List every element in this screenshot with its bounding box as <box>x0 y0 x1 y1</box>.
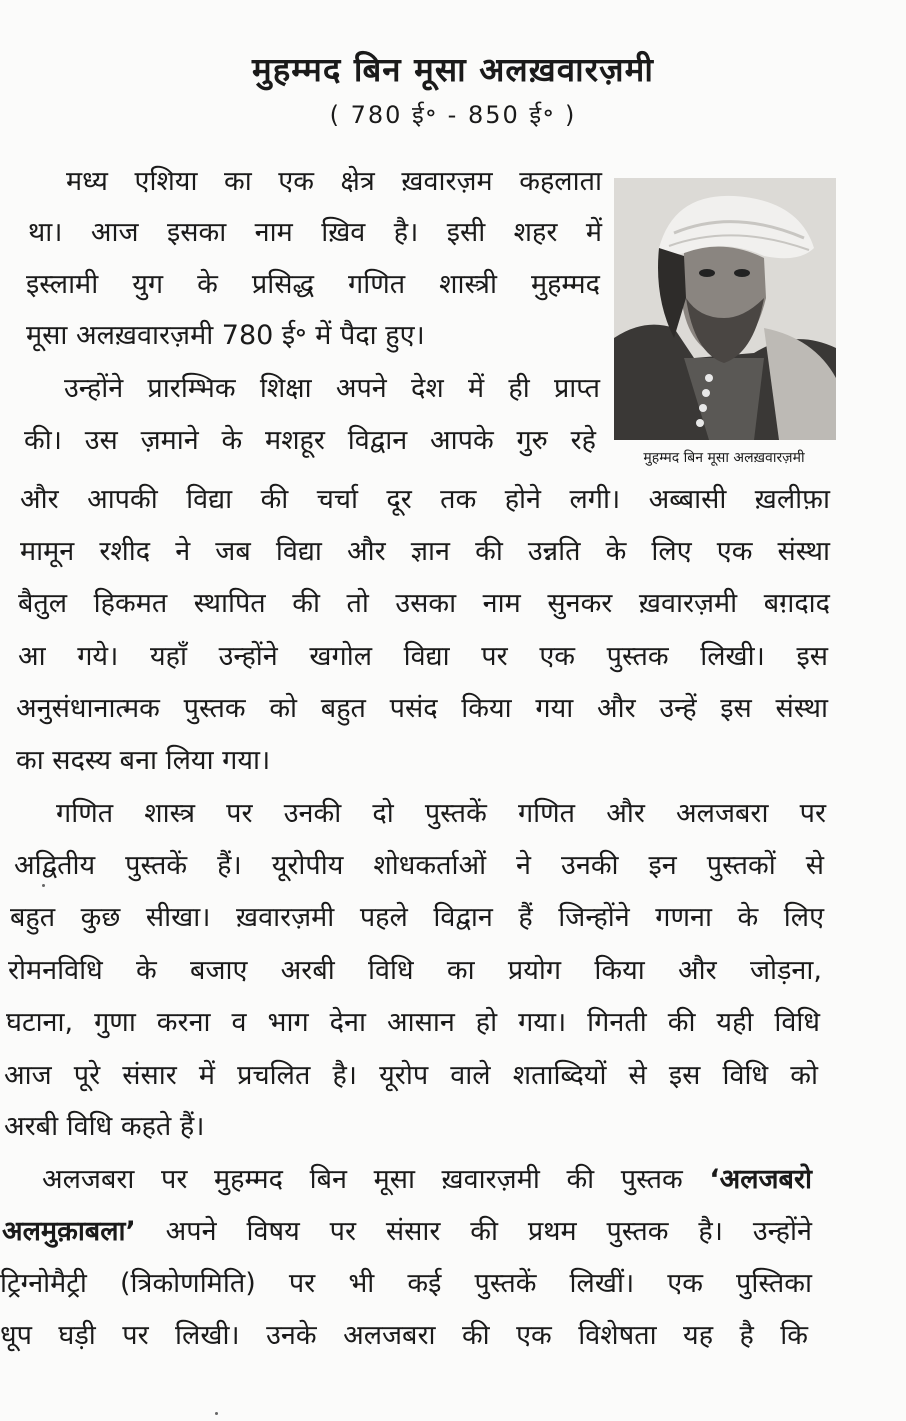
paragraph-2-line: का सदस्य बना लिया गया। <box>16 745 271 776</box>
paragraph-3-line: बहुत कुछ सीखा। ख़वारज़मी पहले विद्वान हैं जिन्होंने गणना के लिए <box>10 902 824 933</box>
life-dates: ( 780 ई॰ - 850 ई॰ ) <box>329 101 577 129</box>
paragraph-2-line: बैतुल हिकमत स्थापित की तो उसका नाम सुनकर ख़वारज़मी बग़दाद <box>18 588 830 619</box>
paragraph-3-line: रोमनविधि के बजाए अरबी विधि का प्रयोग किया और जोड़ना, <box>8 955 822 986</box>
paragraph-2-line: मामून रशीद ने जब विद्या और ज्ञान की उन्नति के लिए एक संस्था <box>20 536 830 567</box>
paragraph-2-line: की। उस ज़माने के मशहूर विद्वान आपके गुरु रहे <box>24 425 596 456</box>
paragraph-2-line: आ गये। यहाँ उन्होंने खगोल विद्या पर एक पुस्तक लिखी। इस <box>18 641 828 672</box>
paragraph-3-line: आज पूरे संसार में प्रचलित है। यूरोप वाले शताब्दियों से इस विधि को <box>4 1060 818 1091</box>
paragraph-1-line: इस्लामी युग के प्रसिद्ध गणित शास्त्री मुहम्मद <box>26 269 600 300</box>
book-title-part-2: अलमुक़ाबला’ <box>2 1216 136 1247</box>
paragraph-4-text: अपने विषय पर संसार की प्रथम पुस्तक है। उन्होंने <box>135 1216 812 1247</box>
portrait-caption: मुहम्मद बिन मूसा अलख़वारज़मी <box>643 450 805 466</box>
paragraph-2-line: अनुसंधानात्मक पुस्तक को बहुत पसंद किया गया और उन्हें इस संस्था <box>16 693 828 724</box>
paragraph-4-line: धूप घड़ी पर लिखी। उनके अलजबरा की एक विशेषता यह है कि <box>0 1320 808 1351</box>
book-title-part-1: ‘अलजबरो <box>709 1164 812 1195</box>
paragraph-4-text: अलजबरा पर मुहम्मद बिन मूसा ख़वारज़मी की पुस्तक <box>42 1164 710 1195</box>
paragraph-4-line <box>42 1166 812 1193</box>
paragraph-4-line: ट्रिग्नोमैट्री (त्रिकोणमिति) पर भी कई पुस्तकें लिखीं। एक पुस्तिका <box>0 1268 812 1299</box>
paragraph-2-line: उन्होंने प्रारम्भिक शिक्षा अपने देश में ही प्राप्त <box>64 373 600 404</box>
paragraph-3-line: अरबी विधि कहते हैं। <box>4 1111 205 1142</box>
portrait-of-al-khwarizmi-icon <box>614 178 836 440</box>
paragraph-1-line: मध्य एशिया का एक क्षेत्र ख़वारज़म कहलाता <box>66 166 602 197</box>
scan-speck <box>42 884 45 887</box>
chapter-title: मुहम्मद बिन मूसा अलख़वारज़मी <box>252 50 654 89</box>
portrait-image <box>614 178 836 440</box>
paragraph-3-line: अद्वितीय पुस्तकें हैं। यूरोपीय शोधकर्ताओं ने उनकी इन पुस्तकों से <box>14 850 824 881</box>
paragraph-2-line: और आपकी विद्या की चर्चा दूर तक होने लगी। अब्बासी ख़लीफ़ा <box>20 484 830 515</box>
paragraph-3-line: गणित शास्त्र पर उनकी दो पुस्तकें गणित और अलजबरा पर <box>56 798 826 829</box>
paragraph-3-line: घटाना, गुणा करना व भाग देना आसान हो गया। गिनती की यही विधि <box>6 1007 820 1038</box>
paragraph-4-line <box>2 1218 812 1245</box>
scan-speck <box>215 1412 218 1415</box>
paragraph-1-line: था। आज इसका नाम ख़िव है। इसी शहर में <box>28 217 602 248</box>
paragraph-1-line: मूसा अलख़वारज़मी 780 ई॰ में पैदा हुए। <box>26 320 425 351</box>
